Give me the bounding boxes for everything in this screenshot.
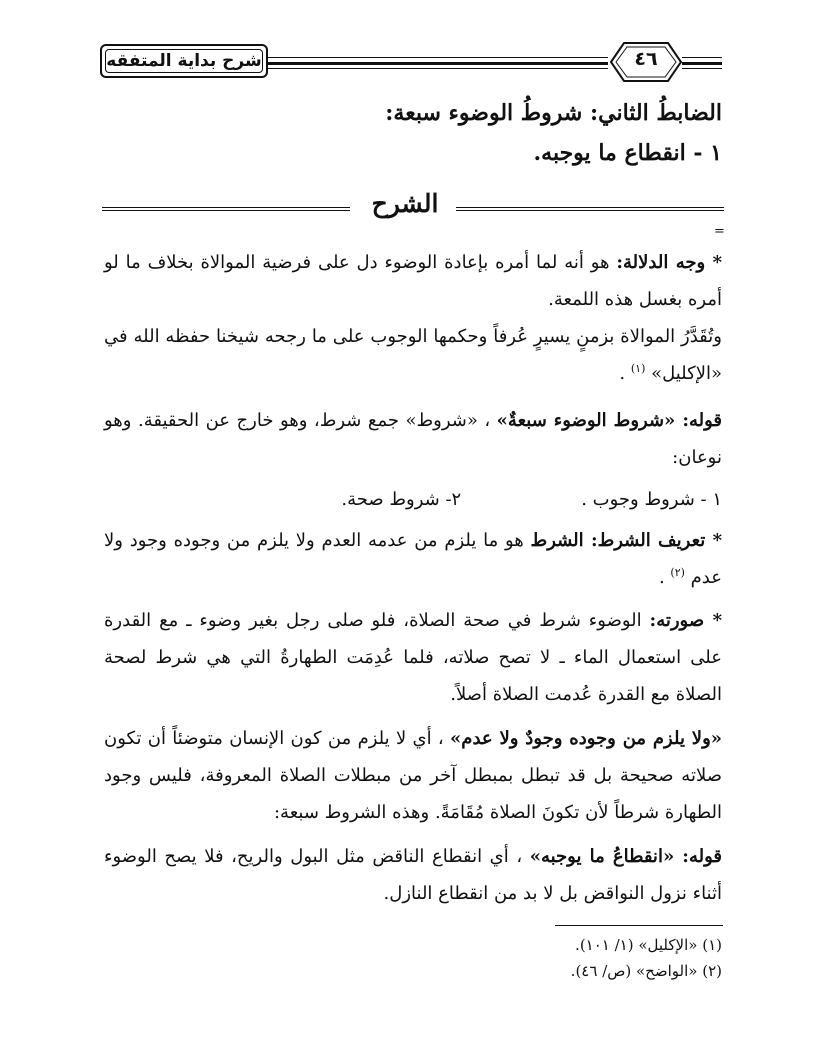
footnote-ref[interactable]: (١) <box>630 362 646 375</box>
footnote-separator <box>555 925 723 926</box>
paragraph-label: «ولا يلزم من وجوده وجودٌ ولا عدم» <box>450 728 723 749</box>
book-title-box <box>100 44 268 78</box>
paragraph-suratuhu <box>104 602 722 713</box>
paragraph-text: هو ما يلزم من عدمه العدم ولا يلزم من وجوده وجود ولا عدم <box>104 530 722 588</box>
paragraph-wujud <box>104 720 722 831</box>
page-number-badge <box>608 40 684 84</box>
footnote-2 <box>104 958 722 984</box>
paragraph-text: هو أنه لما أمره بإعادة الوضوء دل على فرضية الموالاة بخلاف ما لو أمره بغسل هذه اللمعة. <box>104 252 722 310</box>
section-rule-left <box>102 207 350 211</box>
header-rule <box>682 57 722 58</box>
condition-types-list <box>104 486 722 514</box>
matn-line-2: ١ - انقطاع ما يوجبه. <box>533 140 722 166</box>
paragraph-wajh-dalala <box>104 244 722 318</box>
paragraph-end: . <box>619 363 631 384</box>
header-rule <box>268 62 608 65</box>
paragraph-label: * صورته: <box>649 610 722 631</box>
header-rule <box>268 57 608 58</box>
paragraph-text: الوضوء شرط في صحة الصلاة، فلو صلى رجل بغير وضوء ـ مع القدرة على استعمال الماء ـ لا تصح صلاته، فلما عُدِمَت الطهارةُ التي هي شرط لصحة الصلاة مع القدرة عُدمت الصلاة أصلاً. <box>104 610 722 705</box>
paragraph-label: قوله: «انقطاعُ ما يوجبه» <box>529 846 722 867</box>
paragraph-label: * وجه الدلالة: <box>616 252 723 273</box>
footnote-text: «الواضح» (ص/ ٤٦). <box>570 962 698 980</box>
header-rule <box>268 68 608 69</box>
paragraph-label: * تعريف الشرط: الشرط <box>530 530 722 551</box>
footnote-1 <box>104 932 722 958</box>
footnote-number: (١) <box>702 936 722 954</box>
section-rule-right <box>456 207 724 211</box>
section-heading: الشرح <box>371 189 439 218</box>
paragraph-text: ، أي لا يلزم من كون الإنسان متوضئاً أن تكون صلاته صحيحة بل قد تبطل بمبطل آخر من مبطلات الصلاة المعروفة، فليس وجود الطهارة شرطاً لأن تكونَ الصلاة مُقَامَةً. وهذه الشروط سبعة: <box>104 728 722 823</box>
paragraph-inqita <box>104 838 722 912</box>
type-item-wujub: ١ - شروط وجوب . <box>581 489 722 510</box>
continuation-marker: = <box>714 224 725 239</box>
paragraph-muwalat <box>104 318 722 392</box>
paragraph-text: ، «شروط» جمع شرط، وهو خارج عن الحقيقة. وهو نوعان: <box>104 410 722 468</box>
paragraph-shurut <box>104 402 722 476</box>
header-rule <box>682 62 722 65</box>
footnote-text: «الإكليل» (١/ ١٠١). <box>575 936 698 954</box>
type-item-sihha: ٢- شروط صحة. <box>341 489 462 510</box>
paragraph-text: ، أي انقطاع الناقض مثل البول والريح، فلا يصح الوضوء أثناء نزول النواقض بل لا بد من انقطاع النازل. <box>104 846 722 904</box>
footnote-ref[interactable]: (٢) <box>670 566 685 579</box>
paragraph-label: قوله: «شروط الوضوء سبعةٌ» <box>496 410 723 431</box>
page-number: ٤٦ <box>634 48 658 70</box>
paragraph-tarif-shart <box>104 522 722 596</box>
paragraph-end: . <box>658 567 671 588</box>
paragraph-text: وتُقَدَّرُ الموالاة بزمنٍ يسيرٍ عُرفاً وحكمها الوجوب على ما رجحه شيخنا حفظه الله في «الإكليل» <box>104 326 722 384</box>
book-title: شرح بداية المتفقه <box>106 51 262 71</box>
header-rule <box>682 68 722 69</box>
matn-line-1: الضابطُ الثاني: شروطُ الوضوء سبعة: <box>385 100 722 126</box>
footnote-number: (٢) <box>702 962 722 980</box>
